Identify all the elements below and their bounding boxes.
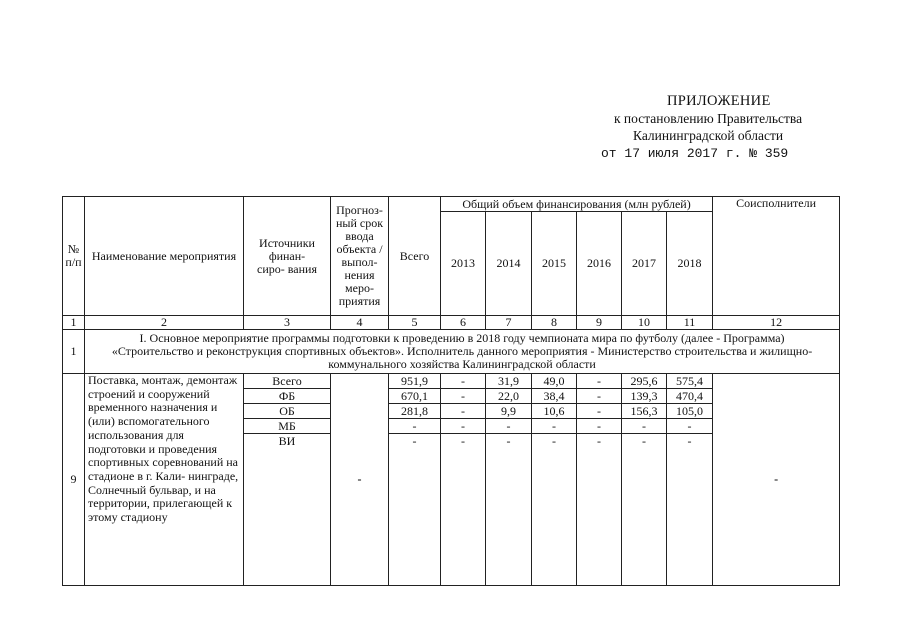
col-header-year: 2013: [441, 212, 486, 316]
year-cell: 156,3: [622, 404, 667, 419]
year-cell: -: [577, 404, 622, 419]
year-cell: 22,0: [486, 389, 532, 404]
funding-table: [62, 196, 840, 586]
col-header-year: 2016: [577, 212, 622, 316]
column-number: 4: [331, 316, 389, 330]
year-cell: -: [532, 419, 577, 434]
item-coexecutors: -: [713, 374, 840, 586]
year-cell: -: [622, 419, 667, 434]
col-header-funding-group: Общий объем финансирования (млн рублей): [441, 197, 713, 212]
source-cell: Всего: [244, 374, 331, 389]
column-number: 7: [486, 316, 532, 330]
year-cell: 38,4: [532, 389, 577, 404]
section-text: I. Основное мероприятие программы подготовки к проведению в 2018 году чемпионата мира по футболу (далее - Программа) «Строительство и реконструкция спортивных объектов». Исполнитель данного мероприятия - Министерство строительства и жилищно-коммунального хозяйства Калининградской области: [85, 330, 840, 374]
item-forecast: -: [331, 374, 389, 586]
year-cell: -: [577, 434, 622, 449]
col-header-num: № п/п: [63, 197, 85, 316]
column-number: 3: [244, 316, 331, 330]
source-cell: ФБ: [244, 389, 331, 404]
column-number-row: [63, 316, 840, 330]
year-cell: 470,4: [667, 389, 713, 404]
year-cell: -: [486, 419, 532, 434]
year-cell: -: [441, 419, 486, 434]
year-cell: -: [622, 434, 667, 449]
column-number: 2: [85, 316, 244, 330]
year-cell: 9,9: [486, 404, 532, 419]
column-number: 8: [532, 316, 577, 330]
column-number: 12: [713, 316, 840, 330]
header-line-2: Калининградской области: [633, 128, 784, 143]
year-cell: 10,6: [532, 404, 577, 419]
total-cell: 281,8: [389, 404, 441, 419]
year-cell: -: [532, 434, 577, 449]
col-header-total: Всего: [389, 197, 441, 316]
section-num: 1: [63, 330, 85, 374]
column-number: 6: [441, 316, 486, 330]
year-cell: 31,9: [486, 374, 532, 389]
source-cell: ВИ: [244, 434, 331, 449]
year-cell: -: [577, 374, 622, 389]
item-num: 9: [63, 374, 85, 586]
year-cell: -: [667, 434, 713, 449]
total-cell: -: [389, 434, 441, 449]
total-cell: 670,1: [389, 389, 441, 404]
col-header-year: 2014: [486, 212, 532, 316]
total-cell: 951,9: [389, 374, 441, 389]
source-cell: ОБ: [244, 404, 331, 419]
year-cell: 575,4: [667, 374, 713, 389]
document-title: ПРИЛОЖЕНИЕ: [667, 93, 771, 109]
column-number: 1: [63, 316, 85, 330]
col-header-year: 2015: [532, 212, 577, 316]
year-cell: -: [577, 389, 622, 404]
year-cell: 139,3: [622, 389, 667, 404]
source-cell: МБ: [244, 419, 331, 434]
col-header-forecast: Прогноз- ный срок ввода объекта / выпол- нения меро- приятия: [331, 197, 389, 316]
column-number: 10: [622, 316, 667, 330]
year-cell: -: [577, 419, 622, 434]
table-row: [63, 374, 840, 389]
year-cell: 105,0: [667, 404, 713, 419]
col-header-coexecutors: Соисполнители: [713, 197, 840, 316]
year-cell: -: [441, 374, 486, 389]
header-line-3: от 17 июля 2017 г. № 359: [601, 146, 789, 161]
year-cell: 295,6: [622, 374, 667, 389]
column-number: 11: [667, 316, 713, 330]
year-cell: -: [667, 419, 713, 434]
column-number: 5: [389, 316, 441, 330]
col-header-name: Наименование мероприятия: [85, 197, 244, 316]
year-cell: -: [486, 434, 532, 449]
col-header-sources: Источники финан- сиро- вания: [244, 197, 331, 316]
section-row: [63, 330, 840, 374]
year-cell: -: [441, 404, 486, 419]
year-cell: -: [441, 434, 486, 449]
year-cell: -: [441, 389, 486, 404]
year-cell: 49,0: [532, 374, 577, 389]
col-header-year: 2017: [622, 212, 667, 316]
total-cell: -: [389, 419, 441, 434]
header-line-1: к постановлению Правительства: [614, 111, 803, 126]
column-number: 9: [577, 316, 622, 330]
col-header-year: 2018: [667, 212, 713, 316]
item-name: Поставка, монтаж, демонтаж строений и сооружений временного назначения и (или) вспомогательного использования для подготовки и проведения спортивных соревнований на стадионе в г. Кали- нинграде, Солнечный бульвар, и на территории, прилегающей к этому стадиону: [85, 374, 244, 586]
